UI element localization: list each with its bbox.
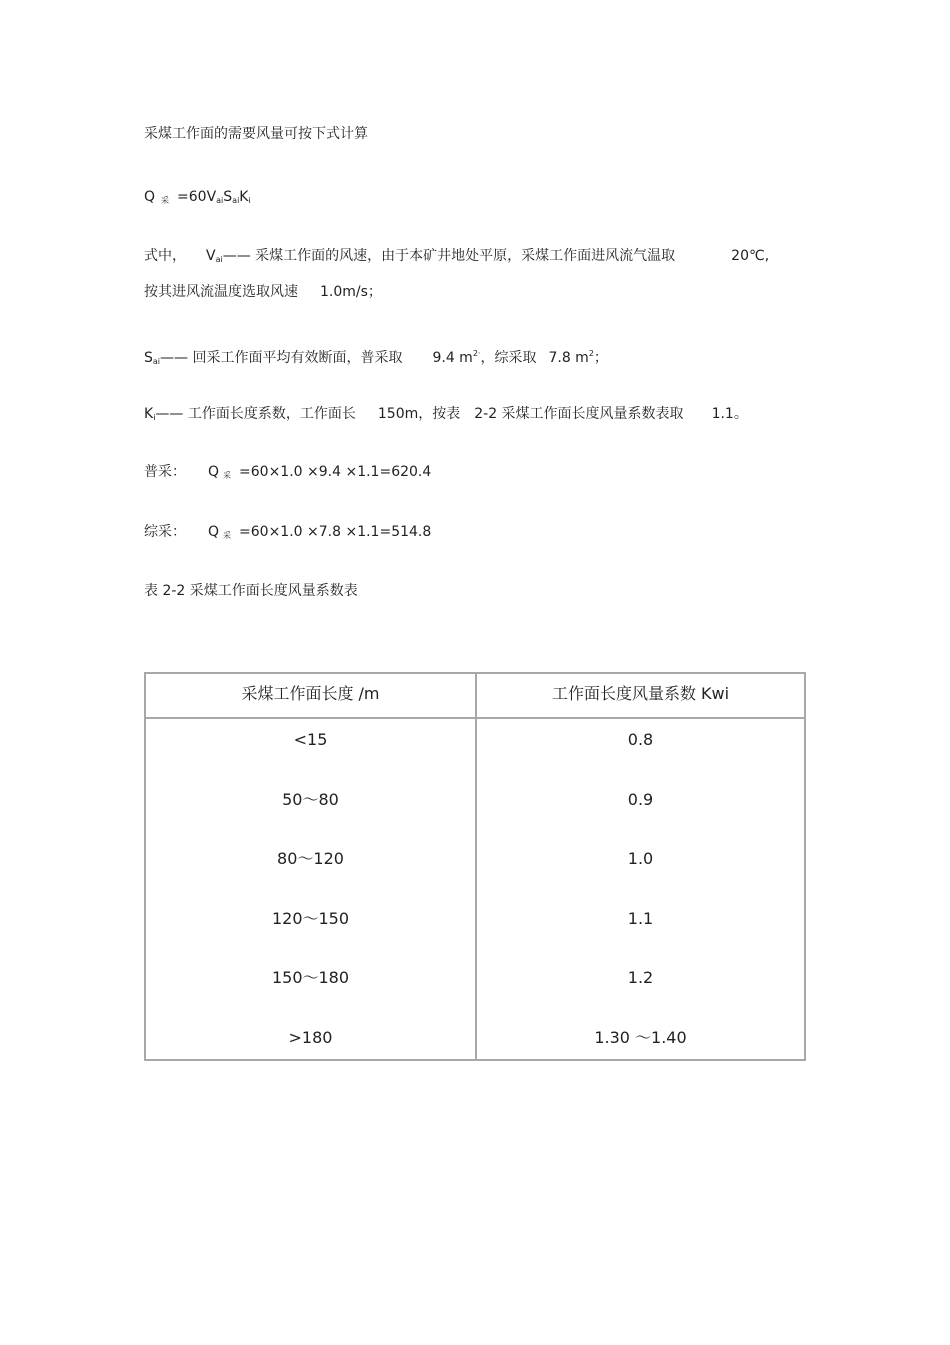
table-header-coefficient: 工作面长度风量系数 Kwi bbox=[551, 684, 730, 703]
coefficient-table bbox=[144, 672, 806, 1061]
definition-k-ref: 2-2 采煤工作面长度风量系数表取 bbox=[474, 406, 684, 422]
definition-s-mid: ，综采取 bbox=[480, 350, 537, 366]
definition-v-temp: 20℃, bbox=[731, 248, 770, 264]
table-cell-coefficient: 1.2 bbox=[627, 968, 654, 987]
table-cell-length: >180 bbox=[288, 1028, 333, 1047]
definition-s-line bbox=[144, 345, 608, 371]
table-cell-coefficient: 0.9 bbox=[627, 790, 654, 809]
formula-eq: =60V bbox=[177, 189, 217, 205]
definition-s-val1-sup: 2· bbox=[472, 349, 481, 358]
table-header-divider bbox=[146, 717, 804, 719]
table-cell-length: 50～80 bbox=[282, 790, 339, 809]
definition-v-text: —— 采煤工作面的风速，由于本矿井地处平原，采煤工作面进风流气温取 bbox=[222, 248, 676, 264]
table-header-length: 采煤工作面长度 /m bbox=[241, 684, 380, 703]
definition-v-subscript: ai bbox=[215, 255, 223, 264]
formula-q-subscript: 采 bbox=[161, 196, 170, 205]
table-cell-length: 150～180 bbox=[271, 968, 350, 987]
definition-v-var: V bbox=[206, 248, 216, 264]
table-cell-coefficient: 1.0 bbox=[627, 849, 654, 868]
definition-prefix: 式中， bbox=[144, 248, 186, 264]
definition-s-subscript: ai bbox=[152, 357, 161, 366]
formula-s: S bbox=[223, 189, 233, 205]
formula-v-subscript: ai bbox=[216, 196, 224, 205]
calc-zongcai-expr: =60×1.0 ×7.8 ×1.1=514.8 bbox=[239, 524, 432, 540]
table-cell-coefficient: 1.30 ～1.40 bbox=[594, 1028, 687, 1047]
definition-k-text: —— 工作面长度系数，工作面长 bbox=[155, 406, 356, 422]
definition-k-line bbox=[144, 405, 748, 427]
calc-pucai-q-subscript: 采 bbox=[223, 471, 232, 480]
table-cell-length: 80～120 bbox=[277, 849, 344, 868]
table-cell-coefficient: 1.1 bbox=[627, 909, 654, 928]
calc-pucai-q: Q bbox=[208, 464, 220, 480]
calc-pucai-line bbox=[144, 463, 431, 485]
formula-k-subscript: i bbox=[248, 196, 251, 205]
formula-line bbox=[144, 188, 251, 210]
definition-k-len: 150m，按表 bbox=[377, 406, 461, 422]
definition-s-val1: 9.4 m bbox=[432, 350, 473, 366]
calc-zongcai-label: 综采： bbox=[144, 524, 186, 540]
calc-pucai-expr: =60×1.0 ×9.4 ×1.1=620.4 bbox=[239, 464, 432, 480]
table-cell-length: 120～150 bbox=[271, 909, 350, 928]
formula-k: K bbox=[239, 189, 249, 205]
definition-s-val2-sup: 2 bbox=[588, 349, 594, 358]
definition-v-line1 bbox=[144, 247, 769, 269]
calc-zongcai-q-subscript: 采 bbox=[223, 531, 232, 540]
calc-zongcai-line bbox=[144, 523, 431, 545]
calc-zongcai-q: Q bbox=[208, 524, 220, 540]
formula-s-subscript: ai bbox=[232, 196, 240, 205]
calc-pucai-label: 普采： bbox=[144, 464, 186, 480]
formula-q: Q bbox=[144, 189, 156, 205]
definition-s-text: —— 回采工作面平均有效断面，普采取 bbox=[160, 350, 403, 366]
definition-s-val2: 7.8 m bbox=[548, 350, 589, 366]
table-cell-coefficient: 0.8 bbox=[627, 730, 654, 749]
intro-text: 采煤工作面的需要风量可按下式计算 bbox=[144, 126, 368, 142]
table-caption: 表 2-2 采煤工作面长度风量系数表 bbox=[144, 583, 358, 599]
definition-s-end: ； bbox=[593, 350, 608, 366]
definition-v-line2 bbox=[144, 283, 382, 301]
definition-v-speed: 1.0m/s； bbox=[320, 284, 382, 300]
definition-v-line2-text: 按其进风流温度选取风速 bbox=[144, 284, 298, 300]
definition-k-subscript: i bbox=[153, 413, 156, 422]
definition-s-var: S bbox=[144, 350, 153, 366]
table-cell-length: <15 bbox=[293, 730, 328, 749]
definition-k-val: 1.1。 bbox=[711, 406, 748, 422]
definition-k-var: K bbox=[144, 406, 154, 422]
